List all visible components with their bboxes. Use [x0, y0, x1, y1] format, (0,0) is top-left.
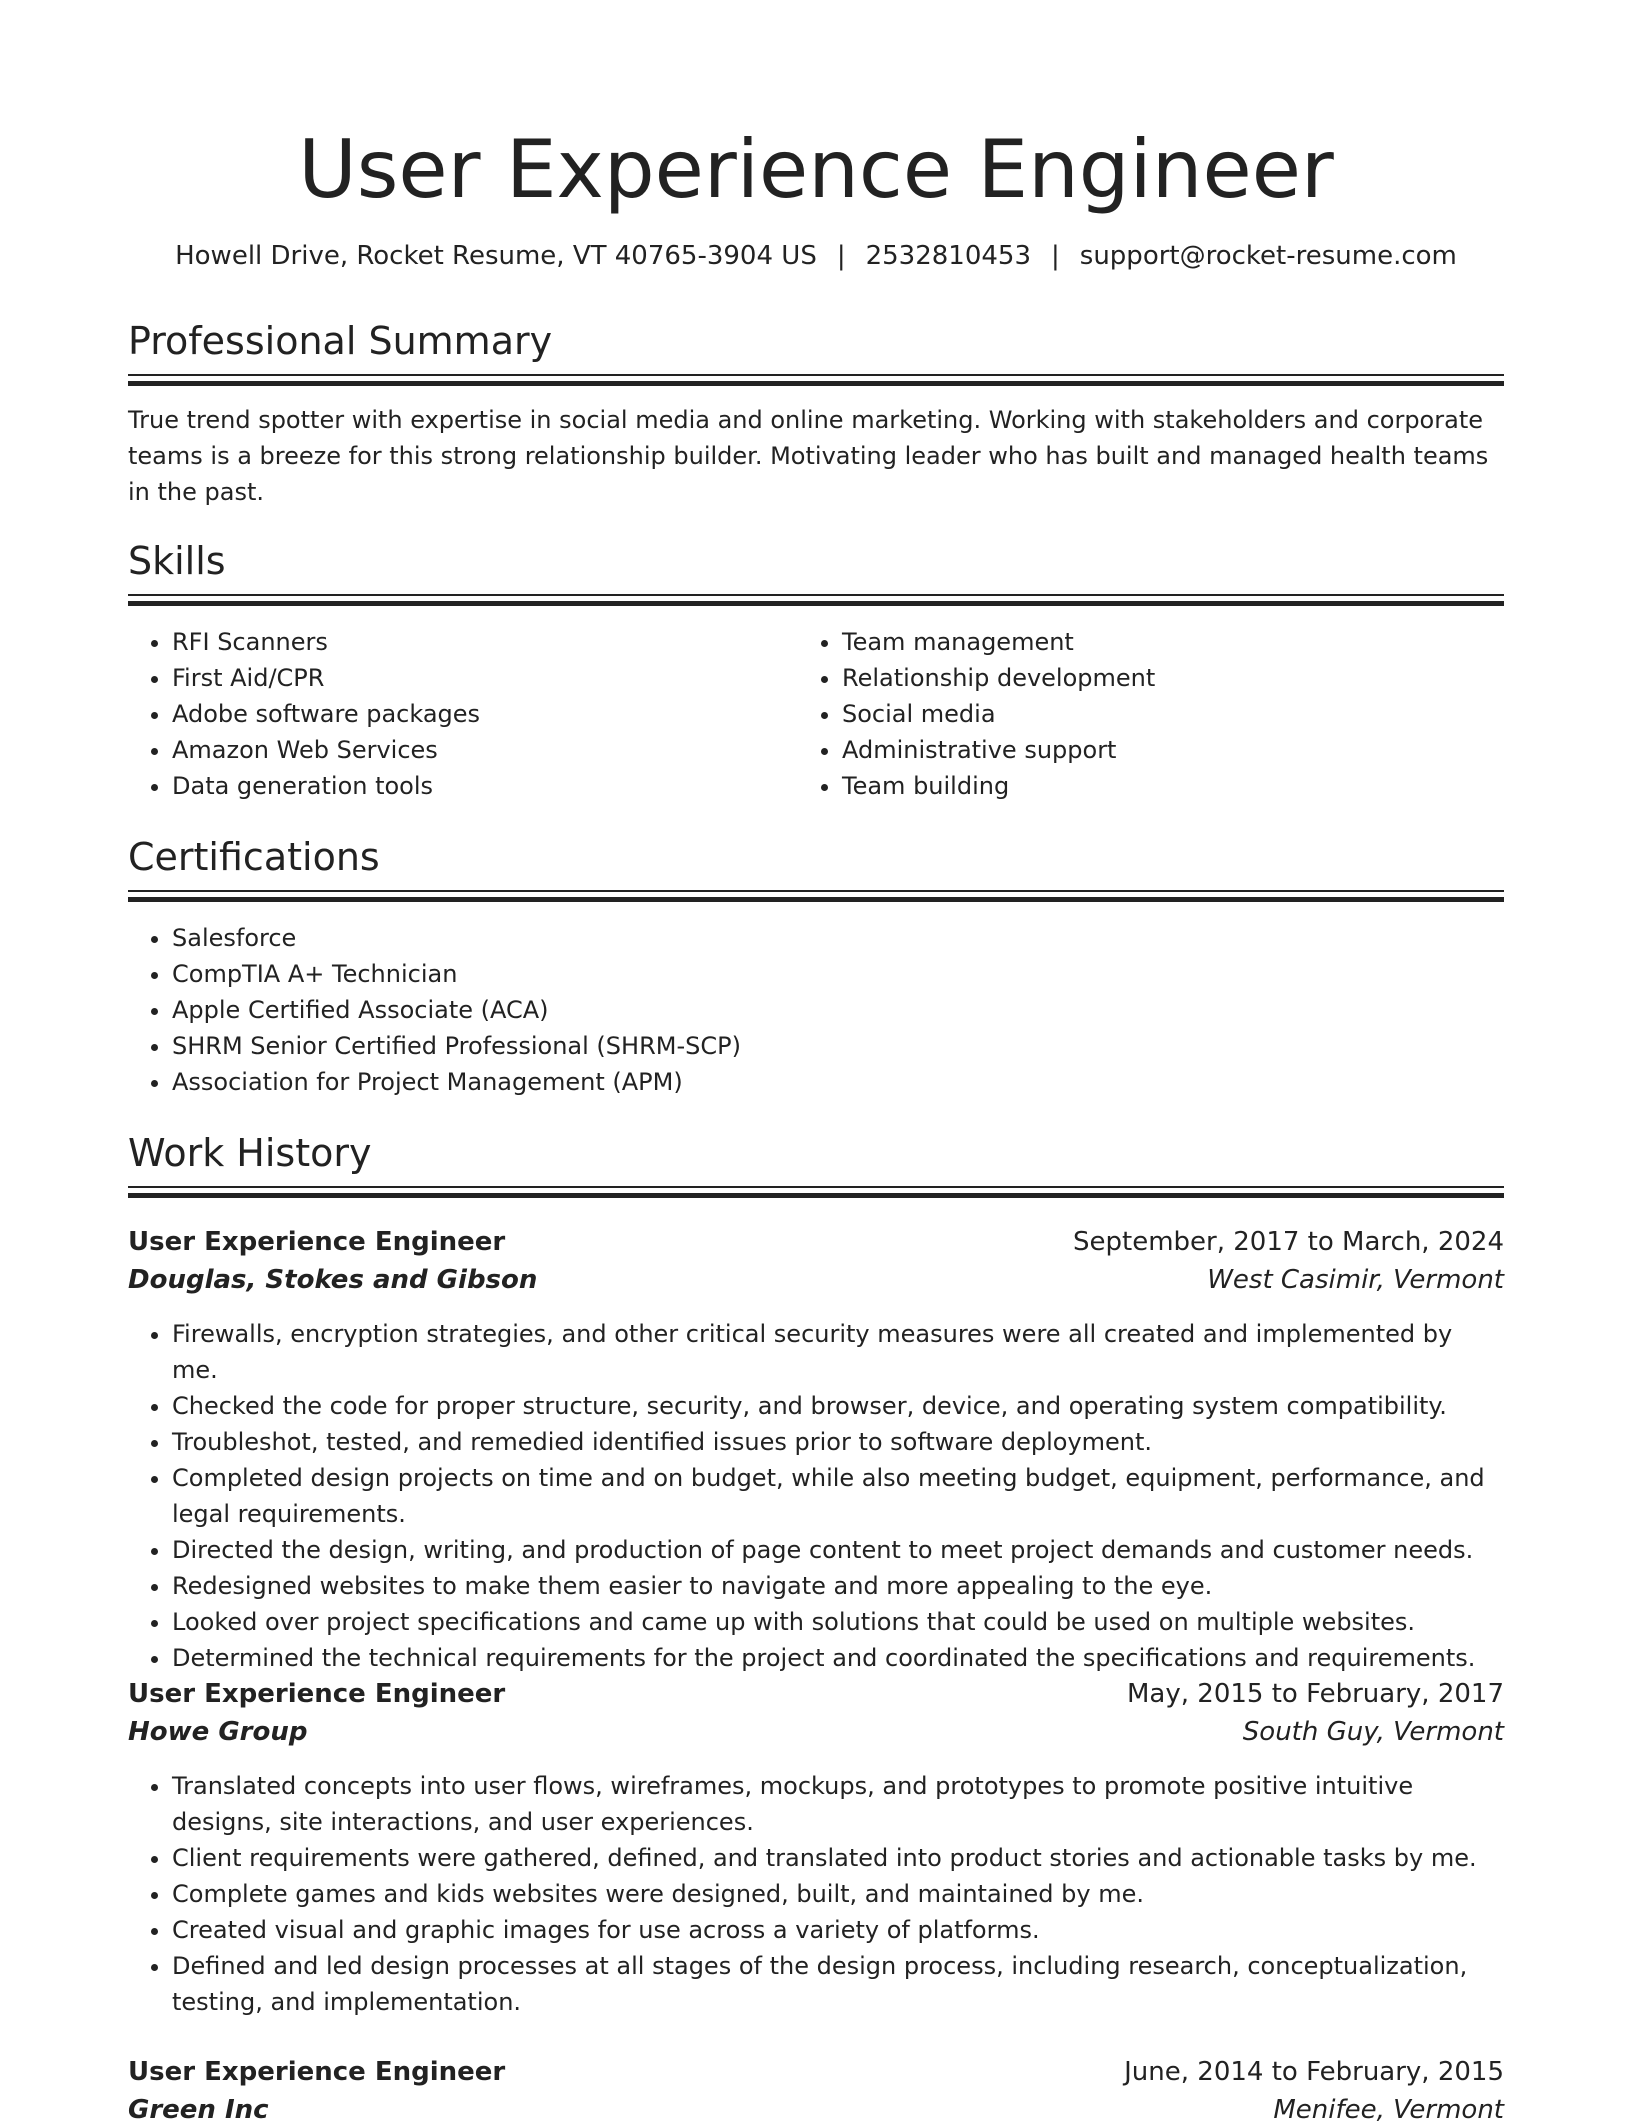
job-company: Green Inc [128, 2095, 269, 2125]
skill-item: • Data generation tools [172, 768, 792, 804]
job-bullets [128, 1768, 1504, 2020]
job-bullet: • Translated concepts into user flows, wireframes, mockups, and prototypes to promote positive intuitive designs, site interactions, and user experiences. [172, 1768, 1504, 1840]
job-location: South Guy, Vermont [1242, 1717, 1504, 1747]
job-bullet: • Complete games and kids websites were designed, built, and maintained by me. [172, 1876, 1504, 1912]
certification-item: • CompTIA A+ Technician [172, 956, 1502, 992]
certification-item: • Apple Certified Associate (ACA) [172, 992, 1502, 1028]
resume-name: User Experience Engineer [298, 123, 1334, 216]
job-bullet: • Client requirements were gathered, defined, and translated into product stories and actionable tasks by me. [172, 1840, 1504, 1876]
job-bullet: • Determined the technical requirements for the project and coordinated the specifications and requirements. [172, 1640, 1504, 1676]
certification-item: • Association for Project Management (APM) [172, 1064, 1502, 1100]
certifications-list [128, 920, 1502, 1100]
job-title: User Experience Engineer [128, 1679, 506, 1709]
certifications-heading: Certifications [128, 835, 380, 879]
job-bullet: • Directed the design, writing, and production of page content to meet project demands and customer needs. [172, 1532, 1504, 1568]
job-title: User Experience Engineer [128, 2057, 506, 2087]
section-divider [128, 594, 1504, 606]
job-bullet: • Defined and led design processes at all stages of the design process, including research, conceptualization, testing, and implementation. [172, 1948, 1504, 2020]
skill-item: • Administrative support [842, 732, 1542, 768]
job-location: West Casimir, Vermont [1207, 1265, 1504, 1295]
job-bullet: • Created visual and graphic images for use across a variety of platforms. [172, 1912, 1504, 1948]
job-bullet: • Looked over project specifications and came up with solutions that could be used on multiple websites. [172, 1604, 1504, 1640]
summary-heading: Professional Summary [128, 319, 553, 363]
job-bullet: • Checked the code for proper structure, security, and browser, device, and operating system compatibility. [172, 1388, 1504, 1424]
contact-phone: 2532810453 [865, 241, 1032, 271]
skill-item: • Adobe software packages [172, 696, 792, 732]
skill-item: • Amazon Web Services [172, 732, 792, 768]
skills-list-right [798, 624, 1542, 804]
skill-item: • RFI Scanners [172, 624, 792, 660]
contact-line [0, 236, 1632, 276]
job-bullet: • Firewalls, encryption strategies, and other critical security measures were all created and implemented by me. [172, 1316, 1504, 1388]
skill-item: • Team management [842, 624, 1542, 660]
contact-separator: | [836, 241, 846, 271]
contact-email: support@rocket-resume.com [1079, 241, 1457, 271]
skill-item: • Social media [842, 696, 1542, 732]
job-bullet: • Completed design projects on time and on budget, while also meeting budget, equipment, performance, and legal requirements. [172, 1460, 1504, 1532]
certification-item: • Salesforce [172, 920, 1502, 956]
section-divider [128, 374, 1504, 386]
skill-item: • First Aid/CPR [172, 660, 792, 696]
skills-list-left [128, 624, 792, 804]
section-divider [128, 1186, 1504, 1198]
job-bullets [128, 1316, 1504, 1676]
contact-separator: | [1051, 241, 1060, 271]
skill-item: • Relationship development [842, 660, 1542, 696]
job-dates: September, 2017 to March, 2024 [1073, 1227, 1504, 1257]
skills-heading: Skills [128, 539, 226, 583]
skill-item: • Team building [842, 768, 1542, 804]
section-divider [128, 890, 1504, 902]
job-dates: May, 2015 to February, 2017 [1127, 1679, 1504, 1709]
job-dates: June, 2014 to February, 2015 [1124, 2057, 1504, 2087]
job-title: User Experience Engineer [128, 1227, 506, 1257]
job-company: Douglas, Stokes and Gibson [128, 1265, 538, 1295]
job-bullet: • Troubleshot, tested, and remedied identified issues prior to software deployment. [172, 1424, 1504, 1460]
job-location: Menifee, Vermont [1273, 2095, 1504, 2125]
job-company: Howe Group [128, 1717, 308, 1747]
job-bullet: • Redesigned websites to make them easier to navigate and more appealing to the eye. [172, 1568, 1504, 1604]
work-history-heading: Work History [128, 1131, 372, 1175]
summary-text: True trend spotter with expertise in social media and online marketing. Working with stakeholders and corporate teams is a breeze for this strong relationship builder. Motivating leader who has built and managed health teams in the past. [128, 406, 1489, 506]
contact-address: Howell Drive, Rocket Resume, VT 40765-3904 US [175, 241, 817, 271]
certification-item: • SHRM Senior Certified Professional (SHRM-SCP) [172, 1028, 1502, 1064]
